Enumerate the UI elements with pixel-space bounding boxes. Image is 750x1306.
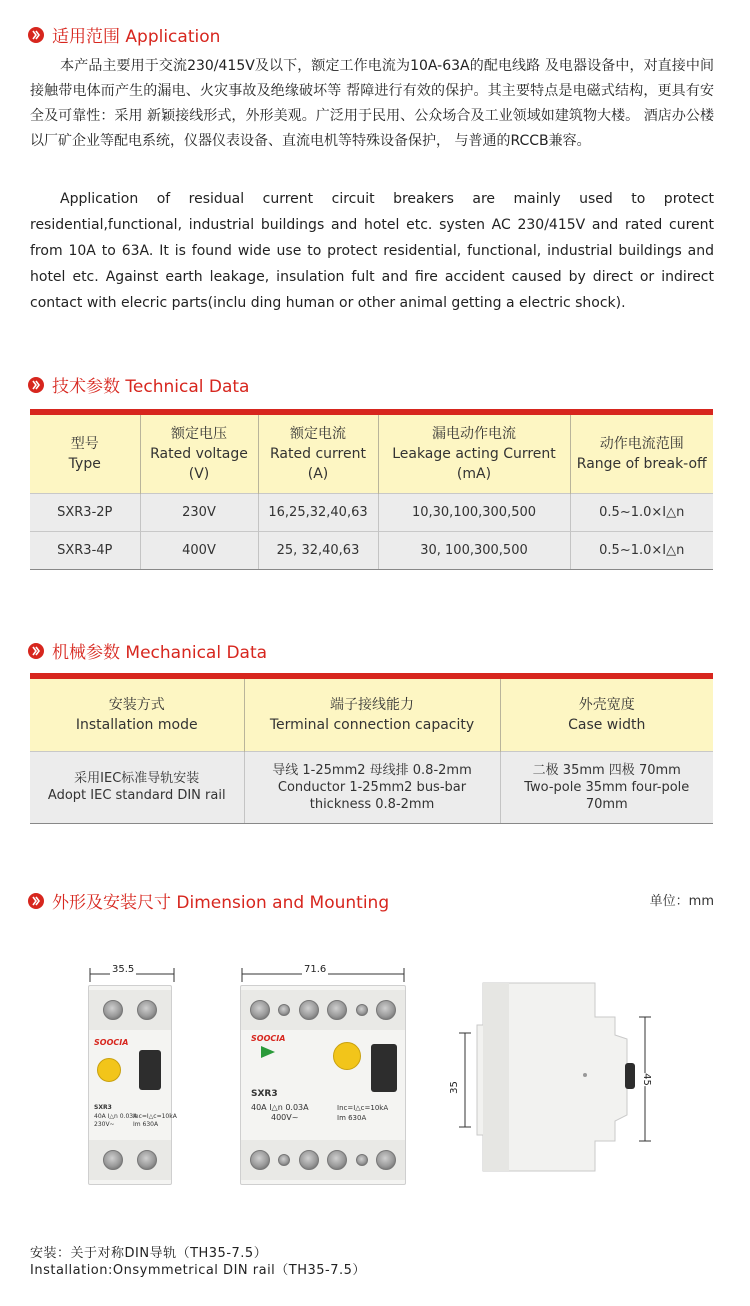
terminal-screw-icon bbox=[299, 1000, 319, 1020]
terminal-screw-icon bbox=[250, 1000, 270, 1020]
terminal-screw-icon bbox=[376, 1150, 396, 1170]
header-cell: 外壳宽度 Case width bbox=[500, 679, 713, 751]
dim-side-small: 35 bbox=[448, 1081, 460, 1094]
terminal-screw-icon bbox=[250, 1150, 270, 1170]
technical-heading bbox=[28, 372, 249, 397]
label-im: Im 630A bbox=[133, 1121, 159, 1128]
table-cell: SXR3-4P bbox=[30, 531, 140, 569]
terminal-screw-icon bbox=[278, 1154, 290, 1166]
brand-logo-4p: SOOCIA bbox=[251, 1034, 286, 1043]
installation-note-cn: 安装：关于对称DIN导轨（TH35-7.5） bbox=[30, 1246, 268, 1261]
table-cell: 二极 35mm 四极 70mm Two-pole 35mm four-pole 70mm bbox=[500, 751, 713, 823]
header-cell: 安装方式 Installation mode bbox=[30, 679, 244, 751]
mechanical-heading bbox=[28, 638, 267, 663]
chevron-right-icon bbox=[28, 27, 44, 43]
technical-table-bottom-line bbox=[30, 569, 713, 570]
unit-label: 单位：mm bbox=[649, 894, 714, 909]
terminal-screw-icon bbox=[103, 1000, 123, 1020]
header-cell: 额定电压 Rated voltage (V) bbox=[140, 415, 258, 493]
terminal-screw-icon bbox=[103, 1150, 123, 1170]
mechanical-table-bottom-line bbox=[30, 823, 713, 824]
rccb-4p-image bbox=[240, 985, 406, 1185]
header-cell: 漏电动作电流 Leakage acting Current (mA) bbox=[378, 415, 570, 493]
table-cell: 25, 32,40,63 bbox=[258, 531, 378, 569]
label-rating: 40A I△n 0.03A bbox=[94, 1113, 138, 1120]
dim-side-large: 45 bbox=[640, 1073, 652, 1086]
play-icon bbox=[261, 1046, 275, 1058]
label-im: Im 630A bbox=[337, 1114, 367, 1122]
terminal-screw-icon bbox=[356, 1004, 368, 1016]
label-model: SXR3 bbox=[94, 1104, 112, 1111]
terminal-screw-icon bbox=[137, 1000, 157, 1020]
header-cell: 型号 Type bbox=[30, 415, 140, 493]
test-button-icon bbox=[97, 1058, 121, 1082]
terminal-row-top bbox=[241, 990, 405, 1030]
table-cell: 导线 1-25mm2 母线排 0.8-2mm Conductor 1-25mm2 bus-bar thickness 0.8-2mm bbox=[244, 751, 500, 823]
label-breaking: Inc=I△c=10kA bbox=[133, 1113, 177, 1120]
label-rating: 40A I△n 0.03A bbox=[251, 1103, 309, 1112]
chevron-right-icon bbox=[28, 893, 44, 909]
application-paragraph-cn: 本产品主要用于交流230/415V及以下，额定工作电流为10A-63A的配电线路 及电器设备中，对直接中间接触带电体而产生的漏电、火灾事故及绝缘破坏等 帮障进行有效的保护。其主要特点是电磁式结构，更具有安全及可靠性：采用 新颖接线形式，外形美观。广泛用于民用、公众场合及工业领域如建筑物大楼。 酒店办公楼以厂矿企业等配电系统，仪器仪表设备、直流电机等特殊设备保护， 与普通的RCCB兼容。 bbox=[30, 58, 714, 149]
header-cell: 端子接线能力 Terminal connection capacity bbox=[244, 679, 500, 751]
terminal-row-top bbox=[89, 990, 171, 1030]
application-title: 适用范围 Application bbox=[52, 27, 221, 47]
terminal-screw-icon bbox=[278, 1004, 290, 1016]
dimension-heading bbox=[28, 888, 389, 913]
technical-table bbox=[30, 415, 713, 569]
table-cell: 16,25,32,40,63 bbox=[258, 493, 378, 531]
label-model: SXR3 bbox=[251, 1089, 278, 1099]
toggle-lever-icon bbox=[139, 1050, 161, 1090]
technical-header-row bbox=[30, 415, 713, 493]
table-row bbox=[30, 531, 713, 569]
table-row bbox=[30, 493, 713, 531]
table-cell: 采用IEC标准导轨安装 Adopt IEC standard DIN rail bbox=[30, 751, 244, 823]
toggle-lever-icon bbox=[371, 1044, 397, 1092]
table-cell: 230V bbox=[140, 493, 258, 531]
dim-4p-width: 71.6 bbox=[304, 964, 327, 975]
brand-logo-2p: SOOCIA bbox=[94, 1038, 129, 1047]
installation-note-en: Installation:Onsymmetrical DIN rail（TH35-7.5） bbox=[30, 1263, 366, 1278]
terminal-screw-icon bbox=[376, 1000, 396, 1020]
terminal-screw-icon bbox=[327, 1000, 347, 1020]
chevron-right-icon bbox=[28, 377, 44, 393]
header-cell: 动作电流范围 Range of break-off bbox=[570, 415, 713, 493]
label-voltage: 400V~ bbox=[271, 1113, 299, 1122]
table-cell: 400V bbox=[140, 531, 258, 569]
rccb-2p-image bbox=[88, 985, 177, 1185]
terminal-screw-icon bbox=[327, 1150, 347, 1170]
table-cell: 30, 100,300,500 bbox=[378, 531, 570, 569]
header-cell: 额定电流 Rated current (A) bbox=[258, 415, 378, 493]
technical-title: 技术参数 Technical Data bbox=[52, 377, 250, 397]
application-heading bbox=[28, 22, 220, 47]
dimension-title: 外形及安装尺寸 Dimension and Mounting bbox=[52, 893, 390, 913]
label-voltage: 230V~ bbox=[94, 1121, 115, 1128]
mechanical-title: 机械参数 Mechanical Data bbox=[52, 643, 268, 663]
label-breaking: Inc=I△c=10kA bbox=[337, 1104, 389, 1112]
test-button-icon bbox=[333, 1042, 361, 1070]
application-paragraph-en: Application of residual current circuit breakers are mainly used to protect residential,functional, industrial buildings and hotel etc. systen AC 230/415V and rated curent from 10A to 63A. It is found wide use to protect residential, functional, industrial buildings and hotel etc. Against earth leakage, insulation fult and fire accident caused by direct or indirect contact with elecric parts(inclu ding human or other animal getting a electric shock). bbox=[30, 191, 714, 311]
dim-2p-width: 35.5 bbox=[112, 964, 135, 975]
mechanical-header-row bbox=[30, 679, 713, 751]
terminal-screw-icon bbox=[356, 1154, 368, 1166]
terminal-row-bottom bbox=[241, 1140, 405, 1180]
table-cell: 10,30,100,300,500 bbox=[378, 493, 570, 531]
table-cell: 0.5~1.0×I△n bbox=[570, 493, 713, 531]
terminal-row-bottom bbox=[89, 1140, 171, 1180]
terminal-screw-icon bbox=[299, 1150, 319, 1170]
chevron-right-icon bbox=[28, 643, 44, 659]
table-cell: SXR3-2P bbox=[30, 493, 140, 531]
terminal-screw-icon bbox=[137, 1150, 157, 1170]
mechanical-table bbox=[30, 679, 713, 823]
table-row bbox=[30, 751, 713, 823]
table-cell: 0.5~1.0×I△n bbox=[570, 531, 713, 569]
